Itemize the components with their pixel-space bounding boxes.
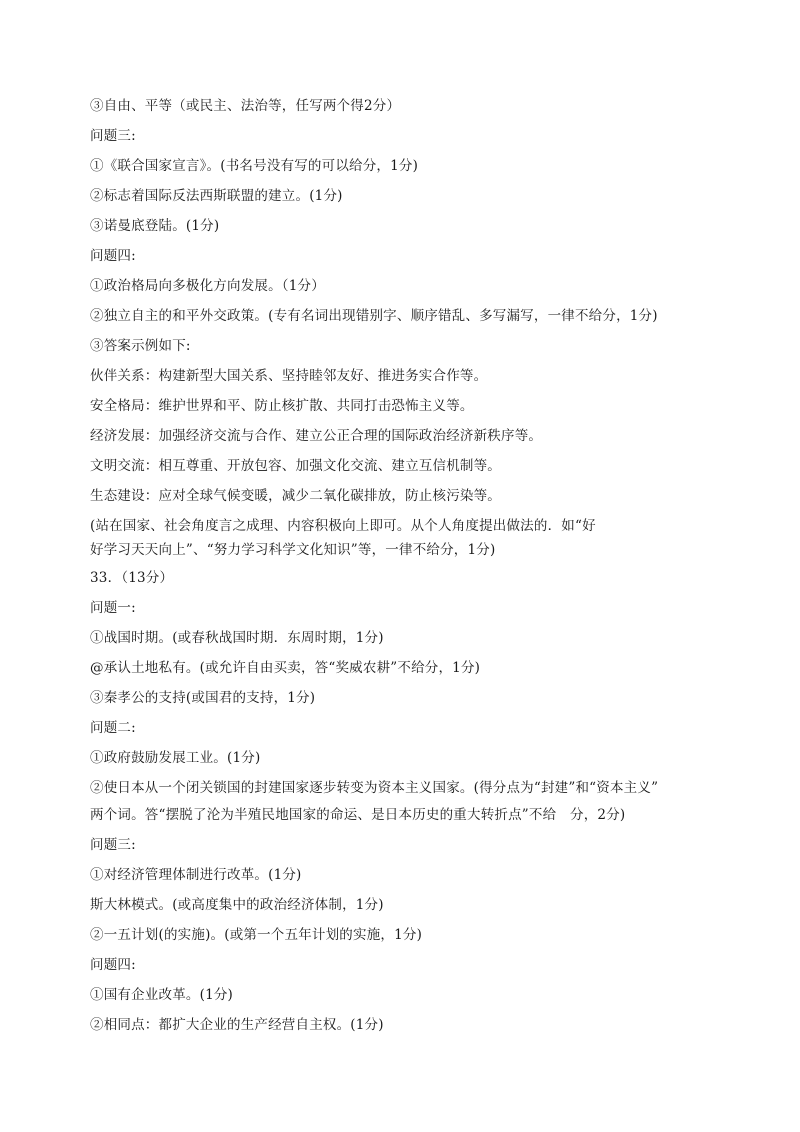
answer-line: ①《联合国家宣言》。(书名号没有写的可以给分，1分) [90,158,419,174]
answer-line: 经济发展：加强经济交流与合作、建立公正合理的国际政治经济新秩序等。 [90,428,543,444]
answer-line: ③诺曼底登陆。(1分) [90,218,220,234]
answer-line: ③自由、平等（或民主、法治等，任写两个得2分） [90,98,401,114]
section-heading: 问题四: [90,248,136,264]
answer-line: 文明交流：相互尊重、开放包容、加强文化交流、建立互信机制等。 [90,458,501,474]
answer-line: 安全格局：维护世界和平、防止核扩散、共同打击恐怖主义等。 [90,398,474,414]
section-heading: 问题三: [90,128,136,144]
answer-line: ②标志着国际反法西斯联盟的建立。(1分) [90,188,343,204]
answer-line: 两个词。答“摆脱了沦为半殖民地国家的命运、是日本历史的重大转折点”不给 分，2分) [90,807,626,823]
answer-line: ③秦孝公的支持(或国君的支持，1分) [90,690,316,706]
section-heading: 问题一: [90,600,136,616]
answer-line: ②使日本从一个闭关锁国的封建国家逐步转变为资本主义国家。(得分点为“封建”和“资本主义” [90,780,659,796]
answer-line: ②相同点：都扩大企业的生产经营自主权。(1分) [90,1017,384,1033]
answer-line: ①战国时期。(或春秋战国时期．东周时期，1分) [90,630,384,646]
answer-line: ①政治格局向多极化方向发展。（1分） [90,278,325,294]
answer-line: ③答案示例如下: [90,338,191,354]
answer-line: @承认土地私有。(或允许自由买卖，答“奖威农耕”不给分，1分) [90,660,481,676]
answer-note: 好学习天天向上”、“努力学习科学文化知识”等，一律不给分，1分) [90,542,496,558]
answer-note: (站在国家、社会角度言之成理、内容积极向上即可。从个人角度提出做法的．如“好 [90,518,596,534]
answer-line: ①政府鼓励发展工业。(1分) [90,750,261,766]
answer-line: ①国有企业改革。(1分) [90,987,234,1003]
answer-line: 伙伴关系：构建新型大国关系、坚持睦邻友好、推进务实合作等。 [90,368,488,384]
section-heading: 问题三: [90,837,136,853]
question-number: 33．（13分） [90,570,174,586]
section-heading: 问题二: [90,720,136,736]
section-heading: 问题四: [90,957,136,973]
answer-line: 生态建设：应对全球气候变暖，减少二氧化碳排放，防止核污染等。 [90,488,501,504]
answer-line: ②独立自主的和平外交政策。(专有名词出现错别字、顺序错乱、多写漏写，一律不给分，1分) [90,308,658,324]
answer-line: 斯大林模式。(或高度集中的政治经济体制，1分) [90,897,384,913]
answer-line: ②一五计划(的实施)。(或第一个五年计划的实施，1分) [90,927,423,943]
answer-line: ①对经济管理体制进行改革。(1分) [90,867,302,883]
